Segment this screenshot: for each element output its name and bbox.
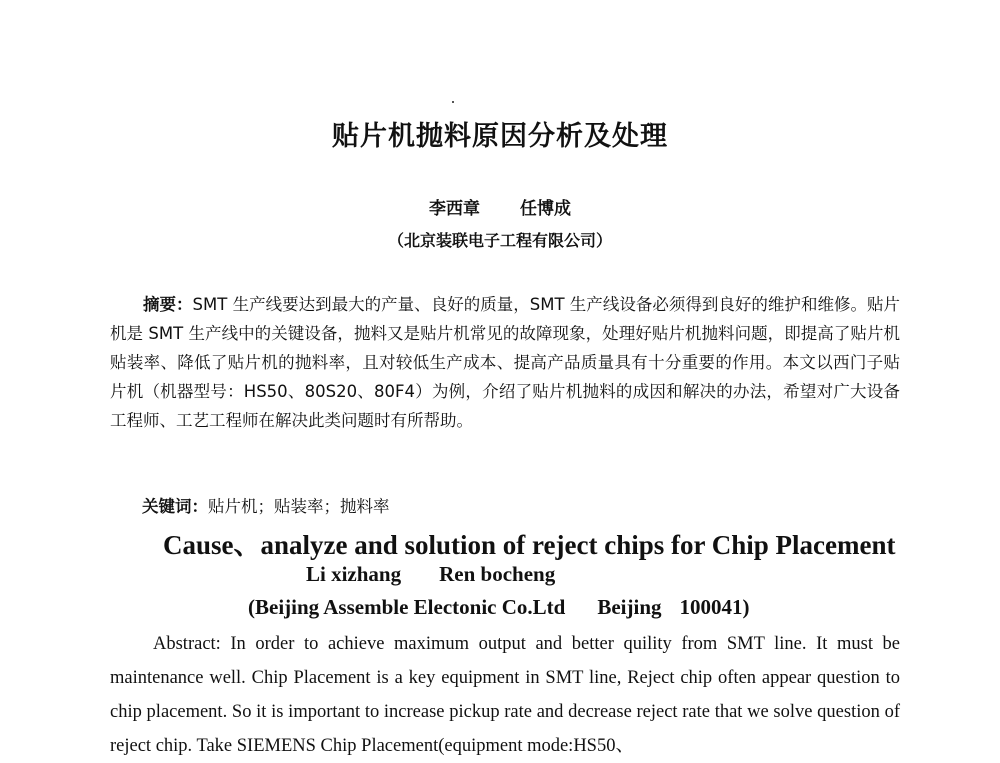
english-authors [306,562,555,587]
chinese-author-2: 任博成 [520,199,571,219]
chinese-abstract-text: SMT 生产线要达到最大的产量、良好的质量，SMT 生产线设备必须得到良好的维护和维修。贴片机是 SMT 生产线中的关键设备，抛料又是贴片机常见的故障现象，处理好贴片机抛料问题，即提高了贴片机贴装率、降低了贴片机的抛料率，且对较低生产成本、提高产品质量具有十分重要的作用。本文以西门子贴片机（机器型号：HS50、80S20、80F4）为例，介绍了贴片机抛料的成因和解决的办法，希望对广大设备工程师、工艺工程师在解决此类问题时有所帮助。 [110,295,900,430]
chinese-abstract [110,290,900,435]
english-author-1: Li xizhang [306,562,402,586]
english-author-2: Ren bocheng [439,562,556,586]
chinese-keywords [142,495,390,519]
chinese-keywords-text: 贴片机；贴装率；抛料率 [208,497,390,516]
english-affil-zip: 100041) [679,595,750,619]
english-affil-company: (Beijing Assemble Electonic Co.Ltd [248,595,566,619]
chinese-abstract-label: 摘要： [143,295,193,314]
english-affil-city: Beijing [597,595,662,619]
chinese-affiliation: （北京装联电子工程有限公司） [387,231,612,250]
chinese-author-1: 李西章 [429,199,480,219]
chinese-title: 贴片机抛料原因分析及处理 [332,121,668,152]
scan-speck [452,101,454,103]
chinese-keywords-label: 关键词： [142,497,208,516]
chinese-authors [0,194,1000,219]
english-affiliation [248,595,750,620]
english-abstract: Abstract: In order to achieve maximum output and better quility from SMT line. It must be maintenance well. Chip Placement is a key equipment in SMT line, Reject chip often appear question to chip placement. So it is important to increase pickup rate and decrease reject rate that we solve question of reject chip. Take SIEMENS Chip Placement(equipment mode:HS50、 [110,634,900,756]
english-title: Cause、analyze and solution of reject chips for Chip Placement [163,530,896,560]
